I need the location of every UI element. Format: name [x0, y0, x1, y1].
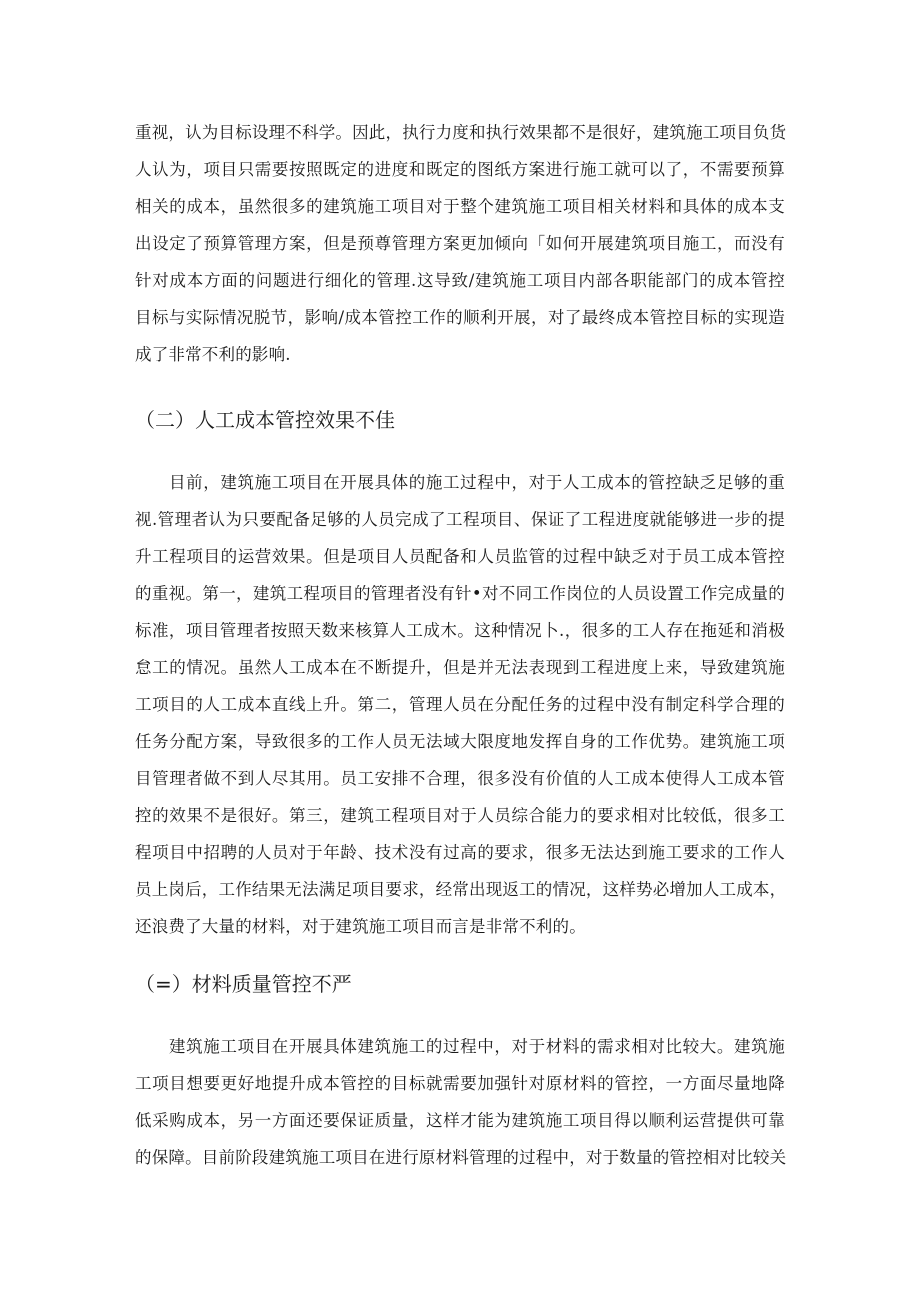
- paragraph-line: 出设定了预算管理方案，但是预尊管理方案更加倾向「如何开展建筑项目施工，而没有: [135, 234, 785, 253]
- paragraph-line: 怠工的情况。虽然人工成本在不断提升，但是并无法表现到工程进度上来，导致建筑施: [135, 658, 785, 677]
- paragraph-line: 控的效果不是很好。第三，建筑工程项目对于人员综合能力的要求相对比较低，很多工: [135, 806, 785, 825]
- paragraph-line: 视.管理者认为只要配备足够的人员完成了工程项目、保证了工程进度就能够进一步的提: [135, 510, 785, 529]
- paragraph-line: 标准，项目管理者按照天数来核算人工成木。这种情况卜.，很多的工人存在拖延和消极: [135, 621, 785, 640]
- paragraph-line: 重视，认为目标设理不科学。因此，执行力度和执行效果都不是很好，建筑施工项目负货: [135, 123, 787, 142]
- paragraph-1: [135, 114, 785, 373]
- paragraph-line: 针对成本方面的问题进行细化的管理.这导致/建筑施工项目内部各职能部门的成本管控: [135, 271, 785, 290]
- paragraph-3: [135, 1028, 785, 1176]
- paragraph-line: 升工程项目的运营效果。但是项目人员配备和人员监管的过程中缺乏对于员工成本管控: [135, 547, 785, 566]
- section-heading-2: （二）人工成本管控效果不佳: [135, 408, 395, 432]
- paragraph-line: 建筑施工项目在开展具体建筑施工的过程中，对于材料的需求相对比较大。建筑施: [169, 1037, 785, 1056]
- paragraph-line: 人认为，项目只需要按照既定的进度和既定的图纸方案进行施工就可以了，不需要预算: [135, 160, 785, 179]
- paragraph-line: 任务分配方案，导致很多的工作人员无法域大限度地发挥自身的工作优势。建筑施工项: [135, 732, 785, 751]
- paragraph-line: 成了非常不利的影响.: [135, 345, 291, 364]
- paragraph-line: 员上岗后，工作结果无法满足项目要求，经常出现返工的情况，这样势必增加人工成本，: [135, 880, 787, 899]
- section-heading-3: （=）材料质量管控不严: [135, 972, 352, 996]
- paragraph-line: 还浪费了大量的材料，对于建筑施工项目而言是非常不利的。: [135, 917, 586, 936]
- paragraph-line: 目标与实际情况脱节，影响/成本管控工作的顺利开展，对了最终成本管控目标的实现造: [135, 308, 785, 327]
- paragraph-line: 目前，建筑施工项目在开展具体的施工过程中，对于人工成本的管控缺乏足够的重: [169, 473, 785, 492]
- paragraph-line: 目管理者做不到人尽其用。员工安排不合理，很多没有价值的人工成本使得人工成本管: [135, 769, 785, 788]
- paragraph-line: 工项目的人工成本直线上升。第二，管理人员在分配任务的过程中没有制定科学合理的: [135, 695, 785, 714]
- paragraph-line: 低采购成本，另一方面还要保证质量，这样才能为建筑施工项目得以顺利运营提供可靠: [135, 1111, 785, 1130]
- paragraph-line: 工项目想要更好地提升成本管控的目标就需要加强针对原材料的管控，一方面尽量地降: [135, 1074, 785, 1093]
- paragraph-2: [135, 464, 785, 945]
- paragraph-line: 程项目中招聘的人员对于年龄、技术没有过高的要求，很多无法达到施工要求的工作人: [135, 843, 785, 862]
- paragraph-line: 的保障。目前阶段建筑施工项目在进行原材料管理的过程中，对于数量的管控相对比较关: [135, 1148, 787, 1167]
- paragraph-line: 相关的成本，虽然很多的建筑施工项目对于整个建筑施工项目相关材料和具体的成本支: [135, 197, 785, 216]
- paragraph-line: 的重视。第一，建筑工程项目的管理者没有针•对不同工作岗位的人员设置工作完成量的: [135, 584, 785, 603]
